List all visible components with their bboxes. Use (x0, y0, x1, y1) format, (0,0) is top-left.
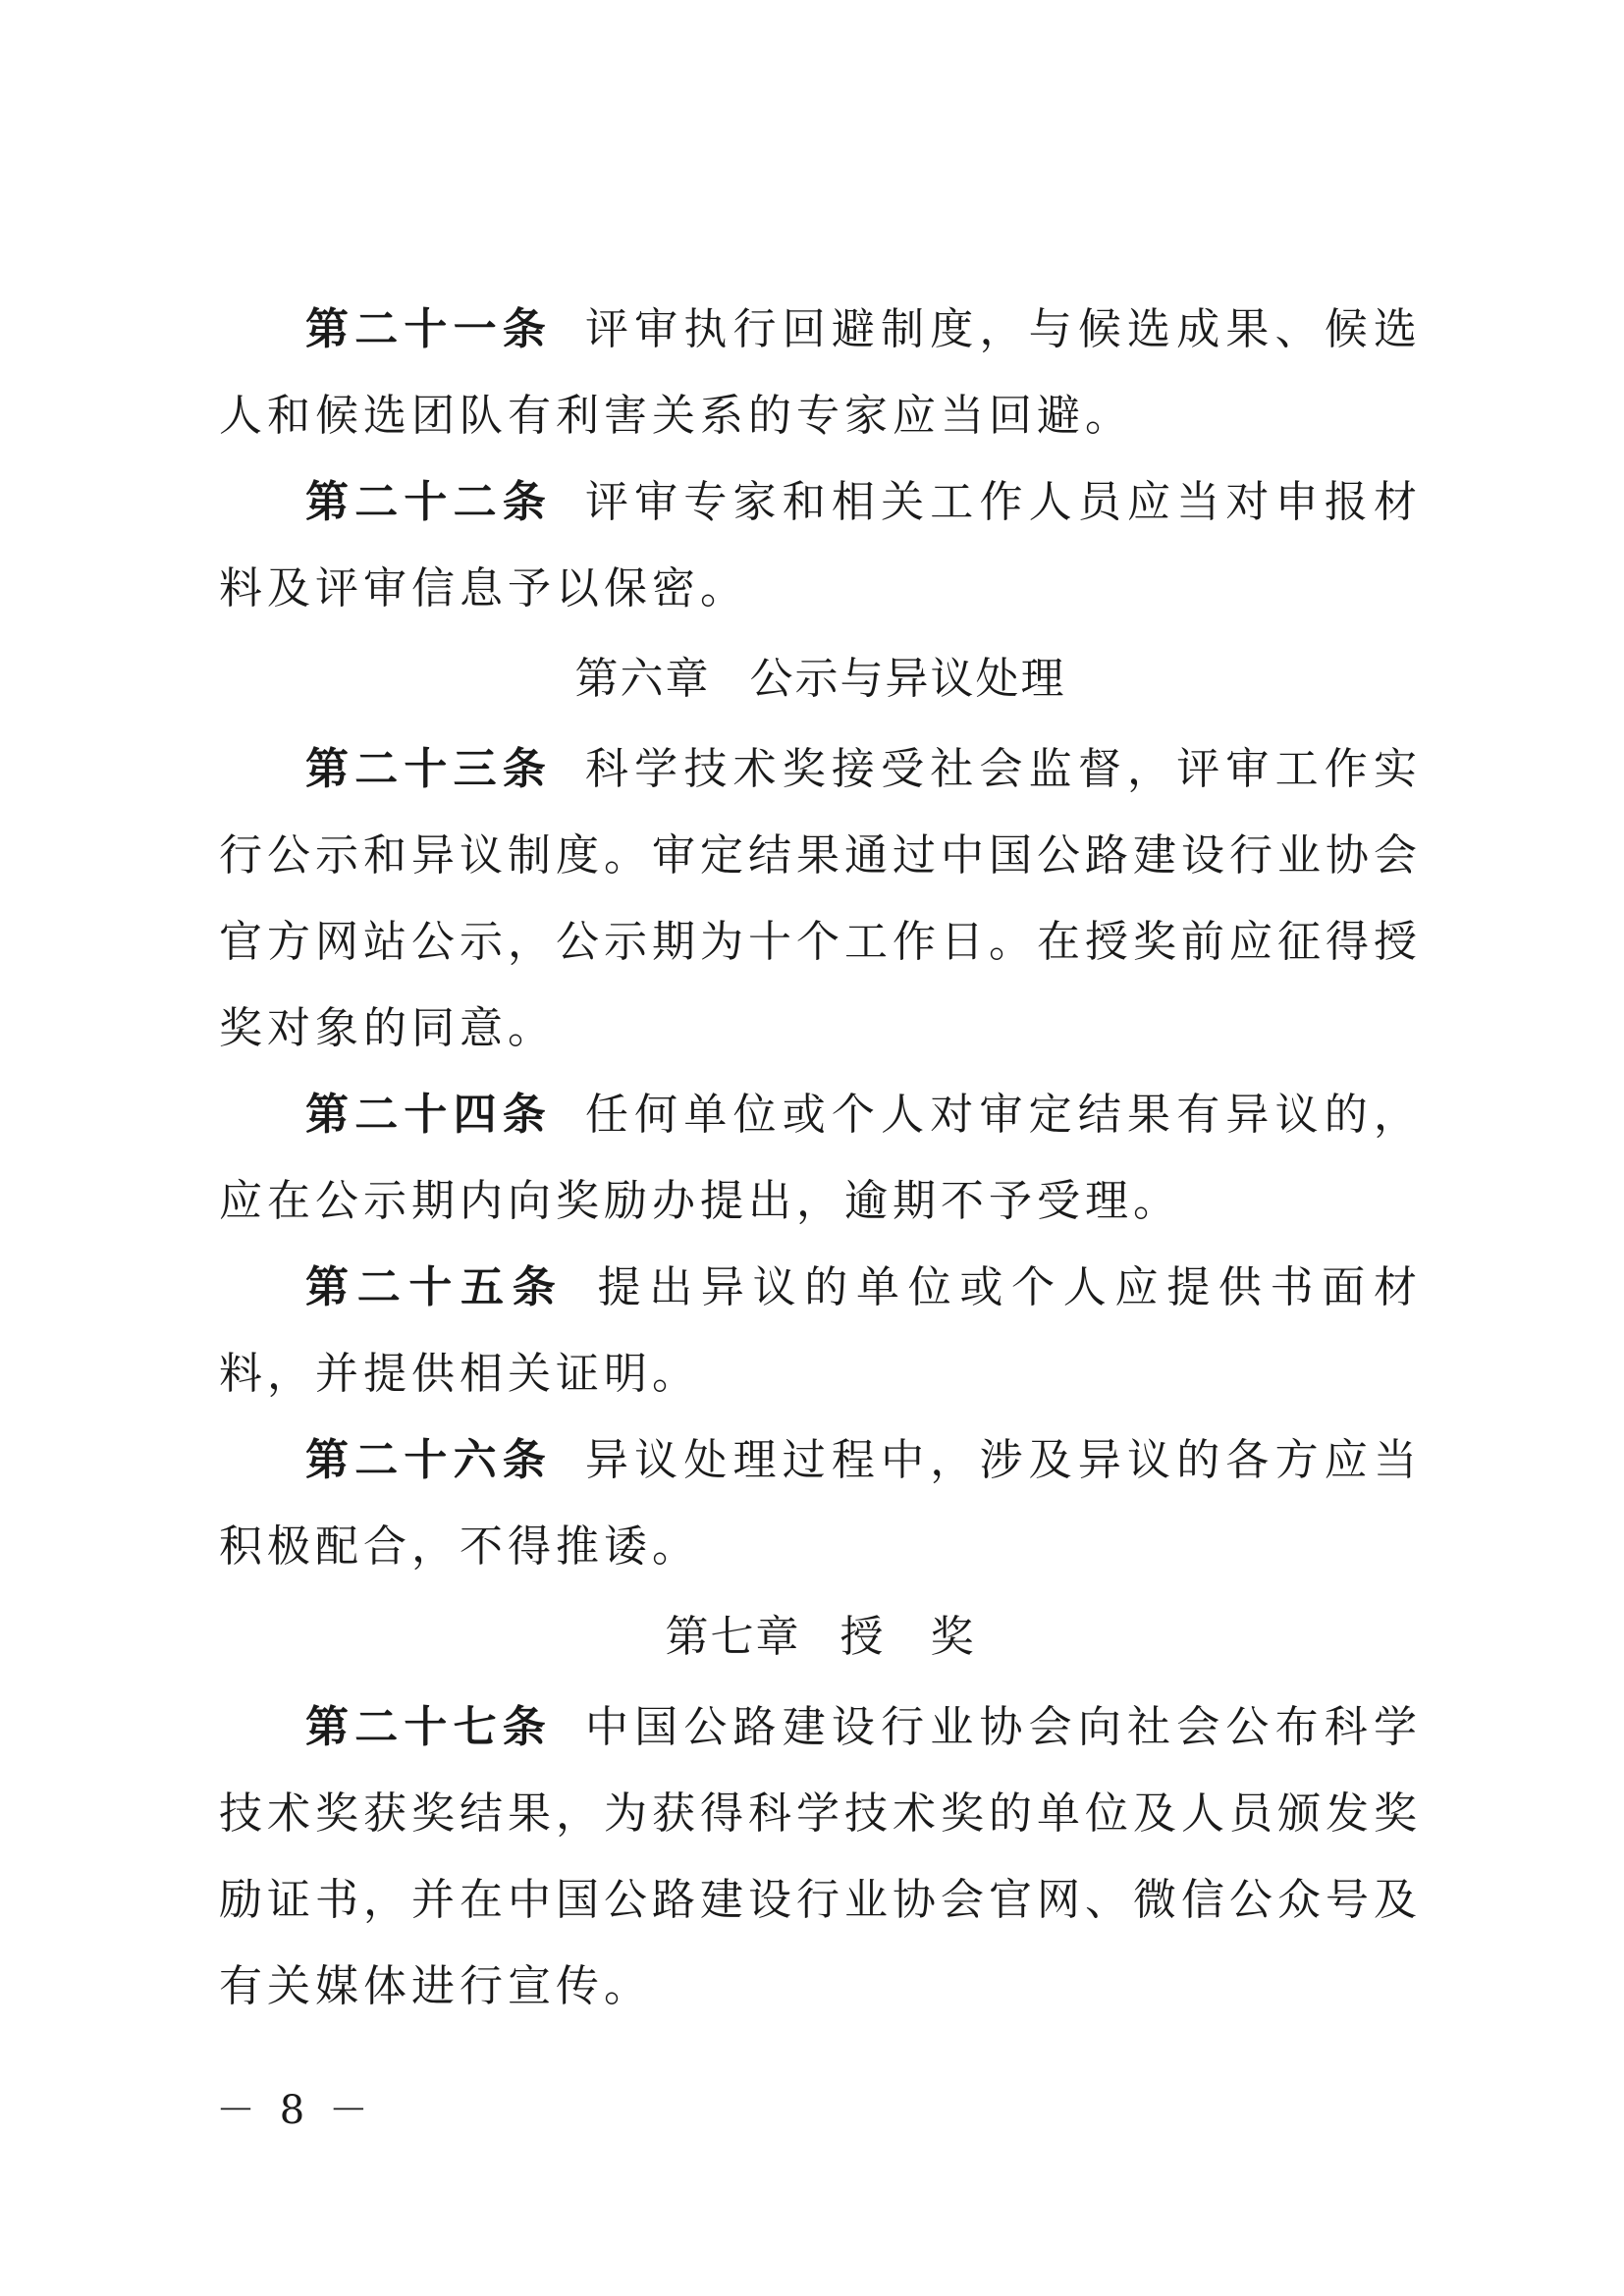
chapter-label: 第六章 (574, 654, 711, 704)
article-text: 提出异议的单位或个人应提供书面材料，并提供相关证明。 (219, 1262, 1422, 1399)
document-body (219, 287, 1422, 2030)
article-26 (219, 1417, 1422, 1590)
article-number: 第二十四条 (305, 1090, 552, 1140)
article-text: 任何单位或个人对审定结果有异议的，应在公示期内向奖励办提出，逾期不予受理。 (219, 1090, 1422, 1226)
chapter-6-heading (219, 632, 1422, 726)
chapter-7-heading (219, 1590, 1422, 1684)
article-text: 中国公路建设行业协会向社会公布科学技术奖获奖结果，为获得科学技术奖的单位及人员颁发奖励证书，并在中国公路建设行业协会官网、微信公众号及有关媒体进行宣传。 (219, 1702, 1422, 2011)
chapter-label: 第七章 (665, 1612, 801, 1662)
article-number: 第二十七条 (305, 1702, 552, 1752)
article-27 (219, 1684, 1422, 2030)
article-text: 评审专家和相关工作人员应当对申报材料及评审信息予以保密。 (219, 477, 1422, 614)
article-24 (219, 1072, 1422, 1245)
article-number: 第二十五条 (305, 1262, 565, 1312)
article-23 (219, 726, 1422, 1072)
article-text: 科学技术奖接受社会监督，评审工作实行公示和异议制度。审定结果通过中国公路建设行业协会官方网站公示，公示期为十个工作日。在授奖前应征得授奖对象的同意。 (219, 744, 1422, 1053)
article-22 (219, 459, 1422, 632)
article-number: 第二十三条 (305, 744, 552, 794)
chapter-title: 公示与异议处理 (749, 654, 1066, 704)
article-number: 第二十二条 (305, 477, 552, 527)
article-21 (219, 287, 1422, 459)
article-text: 评审执行回避制度，与候选成果、候选人和候选团队有利害关系的专家应当回避。 (219, 304, 1422, 441)
article-number: 第二十六条 (305, 1435, 552, 1485)
page-number: － 8 － (216, 2088, 374, 2133)
article-25 (219, 1245, 1422, 1417)
chapter-title: 授 奖 (839, 1612, 976, 1662)
article-number: 第二十一条 (305, 304, 552, 354)
article-text: 异议处理过程中，涉及异议的各方应当积极配合，不得推诿。 (219, 1435, 1422, 1572)
